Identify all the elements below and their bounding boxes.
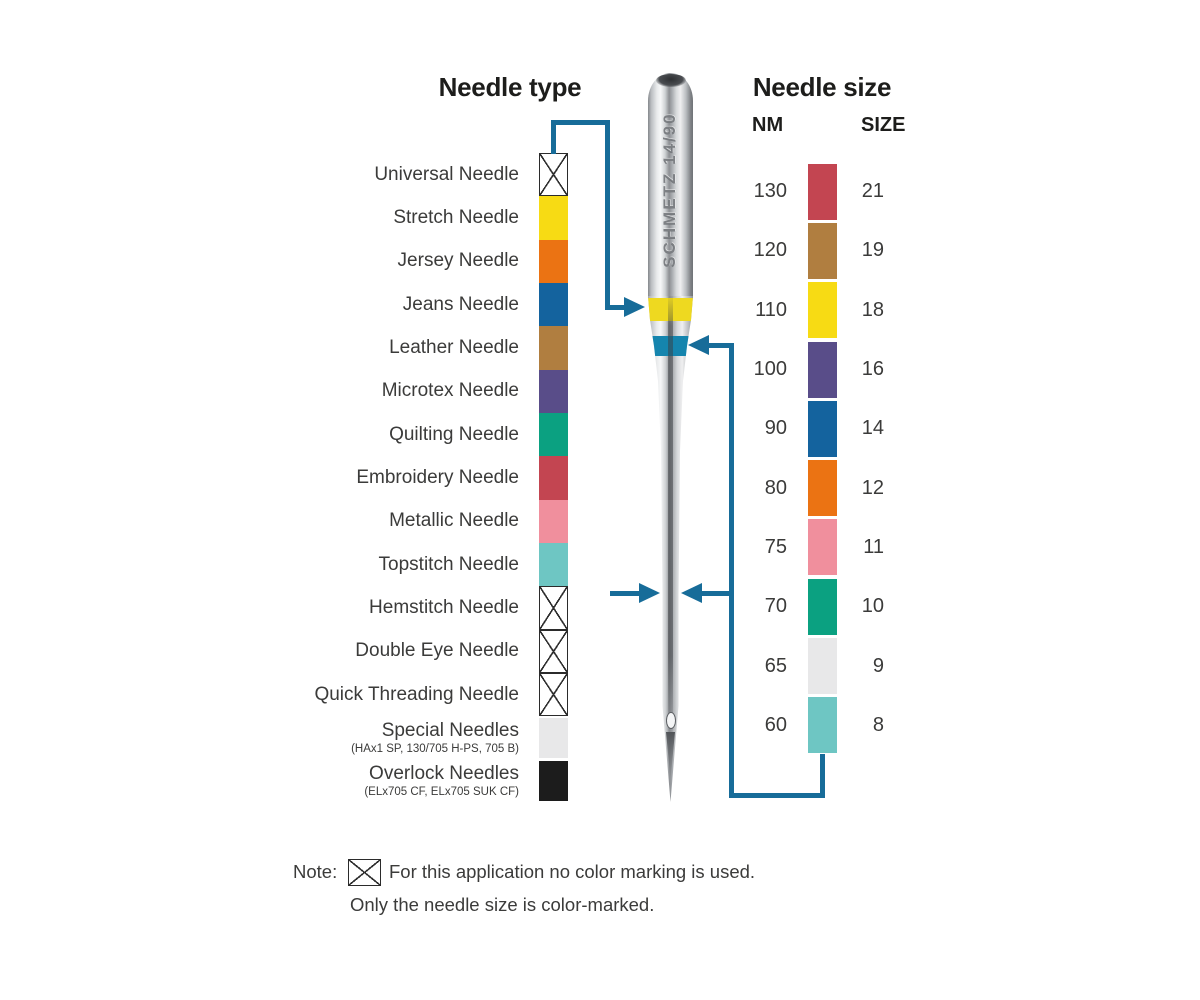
needle-type-label: Leather Needle (389, 337, 519, 358)
needle-size-list (745, 162, 885, 755)
needle-type-label: Stretch Needle (393, 207, 519, 229)
needle-size-row (745, 399, 885, 458)
needle-engraving-text: SCHMETZ 14/90 (660, 112, 679, 268)
needle-type-sublabel: (HAx1 SP, 130/705 H-PS, 705 B) (351, 742, 519, 755)
nm-value: 60 (764, 713, 787, 736)
needle-type-title: Needle type (438, 72, 582, 102)
color-swatch (808, 282, 837, 338)
color-swatch (808, 223, 837, 279)
needle-size-row (745, 162, 885, 221)
color-swatch (539, 543, 568, 586)
color-swatch (808, 579, 837, 635)
needle-type-label: Embroidery Needle (356, 466, 519, 488)
note-prefix: Note: (293, 861, 338, 882)
nm-column-header: NM (752, 114, 784, 136)
no-color-marking-swatch (539, 586, 568, 629)
color-swatch (539, 240, 568, 283)
arrow-right-icon (639, 583, 660, 603)
color-swatch (539, 196, 568, 239)
diameter-arrow-line (700, 591, 734, 596)
color-swatch (808, 519, 837, 575)
color-swatch (539, 370, 568, 413)
size-connector-line (729, 793, 825, 798)
needle-type-label: Metallic Needle (389, 510, 519, 532)
color-swatch (539, 283, 568, 326)
needle-type-row (160, 326, 568, 369)
nm-value: 90 (764, 417, 787, 440)
no-color-marking-swatch (539, 630, 568, 673)
nm-value: 70 (764, 595, 787, 618)
color-swatch (539, 456, 568, 499)
needle-type-label: Overlock Needles (369, 763, 519, 785)
color-swatch (808, 460, 837, 516)
needle-type-label: Quilting Needle (389, 423, 519, 445)
color-swatch (808, 638, 837, 694)
needle-type-row (160, 153, 568, 196)
needle-type-label: Topstitch Needle (378, 553, 519, 575)
size-value: 16 (861, 358, 884, 381)
needle-type-row (160, 760, 568, 803)
needle-type-label: Hemstitch Needle (369, 596, 519, 618)
needle-type-list (160, 153, 568, 803)
needle-type-row (160, 716, 568, 759)
needle-size-title: Needle size (752, 72, 892, 102)
needle-type-row (160, 456, 568, 499)
size-connector-line (820, 754, 825, 797)
size-value: 11 (863, 535, 884, 558)
color-swatch (808, 401, 837, 457)
type-connector-line (551, 122, 556, 154)
needle-shank-cap (656, 74, 686, 87)
needle-size-row (745, 577, 885, 636)
needle-type-label: Jersey Needle (397, 250, 519, 272)
needle-type-label: Universal Needle (374, 163, 519, 185)
needle-size-row (745, 221, 885, 280)
size-value: 10 (861, 595, 884, 618)
arrow-left-icon (681, 583, 702, 603)
size-value: 8 (872, 713, 884, 736)
nm-value: 130 (753, 180, 787, 203)
diameter-arrow-line (610, 591, 641, 596)
color-swatch (539, 718, 568, 758)
needle-type-label: Special Needles (381, 719, 519, 741)
nm-value: 120 (753, 239, 787, 262)
size-value: 14 (861, 417, 884, 440)
needle-size-row (745, 518, 885, 577)
note-line1: For this application no color marking is used. (389, 861, 756, 882)
arrow-right-icon (624, 297, 645, 317)
color-swatch (539, 500, 568, 543)
size-value: 21 (861, 180, 884, 203)
nm-value: 80 (764, 476, 787, 499)
size-value: 19 (861, 239, 884, 262)
needle-type-row (160, 543, 568, 586)
needle-type-label: Double Eye Needle (355, 640, 519, 662)
needle-type-row (160, 673, 568, 716)
type-connector-line (605, 120, 610, 310)
size-value: 18 (861, 298, 884, 321)
color-swatch (808, 697, 837, 753)
nm-value: 75 (764, 535, 787, 558)
type-connector-line (551, 120, 610, 125)
needle-size-row (745, 281, 885, 340)
needle-type-label: Quick Threading Needle (314, 683, 519, 705)
nm-value: 110 (755, 298, 787, 321)
needle-type-row (160, 370, 568, 413)
needle-blade (646, 296, 695, 802)
size-value: 12 (861, 476, 884, 499)
needle-type-row (160, 586, 568, 629)
needle-type-row (160, 630, 568, 673)
needle-size-row (745, 458, 885, 517)
needle-type-row (160, 196, 568, 239)
no-color-marking-swatch (539, 153, 568, 196)
needle-eye (666, 712, 676, 729)
size-value: 9 (872, 654, 884, 677)
color-swatch (539, 761, 568, 801)
no-color-marking-swatch (539, 673, 568, 716)
note-crosshatch-icon (348, 859, 381, 886)
size-column-header: SIZE (861, 114, 906, 136)
size-connector-line (729, 343, 734, 798)
needle-groove (668, 296, 673, 741)
needle-type-label: Jeans Needle (402, 293, 519, 315)
needle-size-row (745, 636, 885, 695)
needle-size-row (745, 696, 885, 755)
needle-type-row (160, 283, 568, 326)
needle-type-row (160, 413, 568, 456)
needle-type-sublabel: (ELx705 CF, ELx705 SUK CF) (364, 786, 519, 799)
note-line2: Only the needle size is color-marked. (350, 894, 655, 915)
needle-type-row (160, 240, 568, 283)
arrow-left-icon (688, 335, 709, 355)
needle-point (666, 732, 675, 780)
color-swatch (539, 326, 568, 369)
needle-type-label: Microtex Needle (381, 380, 519, 402)
nm-value: 100 (753, 358, 787, 381)
color-swatch (539, 413, 568, 456)
color-swatch (808, 164, 837, 220)
color-swatch (808, 342, 837, 398)
needle-type-row (160, 500, 568, 543)
needle-size-row (745, 340, 885, 399)
nm-value: 65 (764, 654, 787, 677)
